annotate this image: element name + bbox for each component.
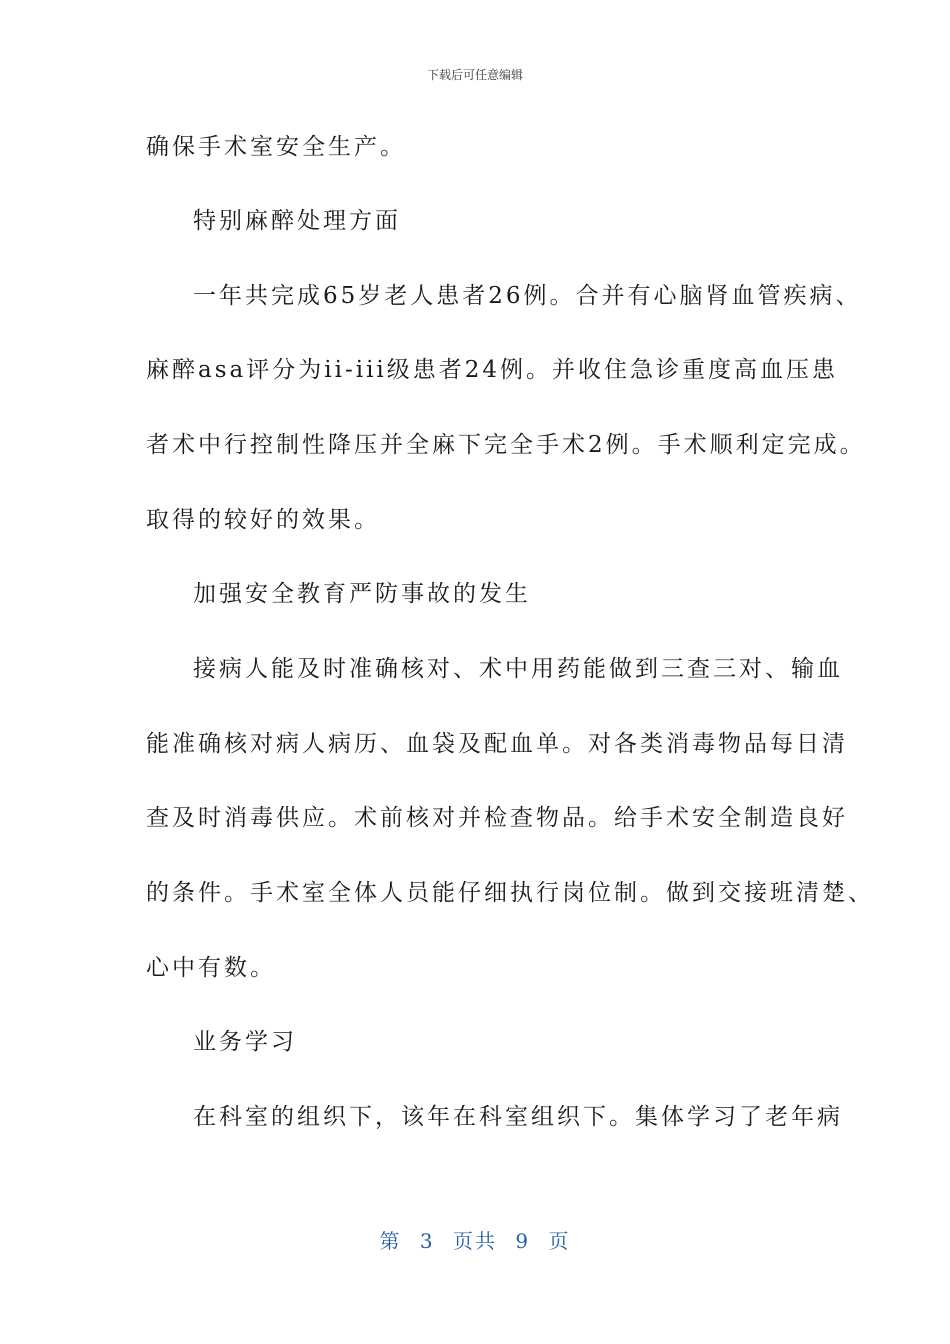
- text-line: 一年共完成65岁老人患者26例。合并有心脑肾血管疾病、: [193, 283, 862, 309]
- text-line: 确保手术室安全生产。: [146, 134, 406, 160]
- text-line: 查及时消毒供应。术前核对并检查物品。给手术安全制造良好: [146, 805, 848, 831]
- page-label-prefix: 第: [379, 1229, 402, 1253]
- page-total: 9: [515, 1229, 531, 1253]
- text-line: 能准确核对病人病历、血袋及配血单。对各类消毒物品每日清: [146, 731, 848, 757]
- page-label-suffix: 页: [548, 1229, 571, 1253]
- page-header: 下载后可任意编辑: [426, 68, 523, 82]
- page-label-mid: 页共: [453, 1229, 497, 1253]
- page-footer: [0, 1225, 950, 1254]
- text-line: 者术中行控制性降压并全麻下完全手术2例。手术顺利定完成。: [146, 432, 866, 458]
- text-line: 在科室的组织下，该年在科室组织下。集体学习了老年病: [193, 1104, 843, 1130]
- text-line: 接病人能及时准确核对、术中用药能做到三查三对、输血: [193, 656, 843, 682]
- text-line: 取得的较好的效果。: [146, 507, 380, 533]
- section-heading: 特别麻醉处理方面: [193, 208, 401, 234]
- text-line: 心中有数。: [146, 955, 276, 981]
- page-number: 3: [419, 1229, 435, 1253]
- text-line: 的条件。手术室全体人员能仔细执行岗位制。做到交接班清楚、: [146, 880, 874, 906]
- text-line: 麻醉asa评分为ii-iii级患者24例。并收住急诊重度高血压患: [146, 357, 839, 383]
- section-heading: 业务学习: [193, 1029, 297, 1055]
- section-heading: 加强安全教育严防事故的发生: [193, 581, 531, 607]
